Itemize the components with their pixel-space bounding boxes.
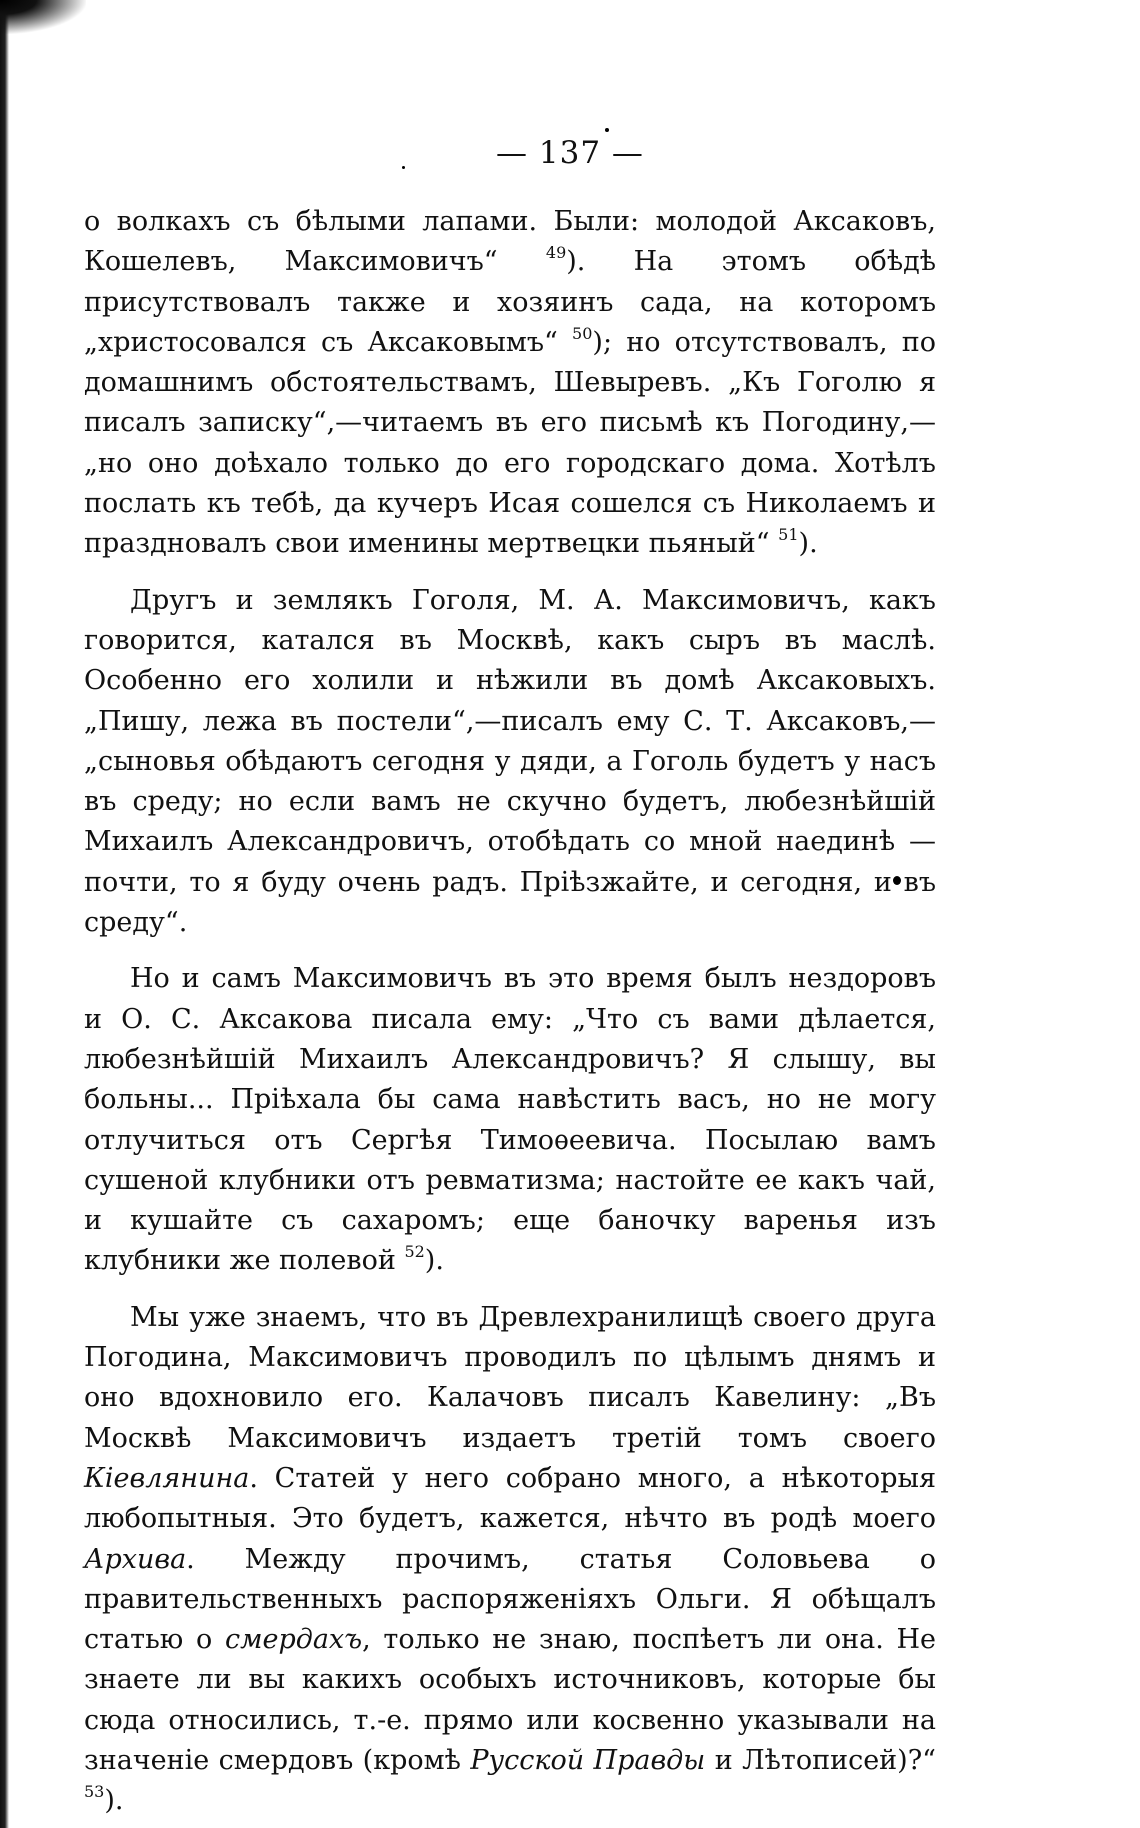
footnote-ref: 52 (404, 1242, 425, 1262)
footnote-ref: 53 (84, 1782, 105, 1802)
ink-speck (605, 128, 609, 132)
footnote-ref: 51 (778, 525, 799, 545)
italic-title: Кіевлянина (84, 1462, 250, 1494)
text-run: Другъ и землякъ Гоголя, М. А. Максимовичъ, какъ говорится, катался въ Москвѣ, какъ сыръ въ маслѣ. Особенно его холили и нѣжили въ домѣ Аксаковыхъ. „Пишу, лежа въ постели“,—писалъ ему С. Т. Аксаковъ,—„сыновья обѣдаютъ сегодня у дяди, а Гоголь будетъ у насъ въ среду; но если вамъ не скучно будетъ, любезнѣйшій Михаилъ Александровичъ, отобѣдать со мной наединѣ — почти, то я буду очень радъ. Пріѣзжайте, и сегодня, и въ среду“. (84, 584, 936, 939)
text-run: . Между прочимъ, статья Соловьева о правительственныхъ распоряженіяхъ Ольги. Я обѣщалъ статью о (84, 1543, 936, 1656)
page-number: — 137 — (496, 135, 644, 171)
text-run: ). (104, 1785, 124, 1817)
footnote-ref: 49 (545, 243, 567, 263)
footnote-ref: 50 (572, 323, 593, 343)
text-run: ); но отсутствовалъ, по домашнимъ обстоятельствамъ, Шевыревъ. „Къ Гоголю я писалъ записку“,—читаемъ въ его письмѣ къ Погодину,—„но оно доѣхало только до его городскаго дома. Хотѣлъ послать къ тебѣ, да кучеръ Исая сошелся съ Николаемъ и праздновалъ свои именины мертвецки пьяный“ (84, 326, 936, 560)
paragraph (84, 1298, 936, 1822)
italic-title: Архива (84, 1543, 187, 1575)
italic-title: Русской Правды (470, 1744, 706, 1776)
text-run: о волкахъ съ бѣлыми лапами. Были: молодой Аксаковъ, Кошелевъ, Максимовичъ“ (84, 206, 936, 278)
page-spine-shadow (0, 0, 9, 1828)
scan-corner-shadow (0, 0, 86, 34)
paragraph (84, 202, 936, 565)
text-run: , только не знаю, поспѣетъ ли она. Не знаете ли вы какихъ особыхъ источниковъ, которые бы сюда относились, т.-е. прямо или косвенно указывали на значеніе смердовъ (кромѣ (84, 1624, 936, 1776)
text-run: Но и самъ Максимовичъ въ это время былъ нездоровъ и О. С. Аксакова писала ему: „Что съ вами дѣлается, любезнѣйшій Михаилъ Александровичъ? Я слышу, вы больны... Пріѣхала бы сама навѣстить васъ, но не могу отлучиться отъ Сергѣя Тимоѳеевича. Посылаю вамъ сушеной клубники отъ ревматизма; настойте ее какъ чай, и кушайте съ сахаромъ; еще баночку варенья изъ клубники же полевой (84, 963, 936, 1277)
text-run: . Статей у него собрано много, а нѣкоторыя любопытныя. Это будетъ, кажется, нѣчто въ родѣ моего (84, 1462, 936, 1535)
body-text (84, 202, 936, 1822)
italic-title: смердахъ (224, 1624, 363, 1656)
text-run: Мы уже знаемъ, что въ Древлехранилищѣ своего друга Погодина, Максимовичъ проводилъ по цѣлымъ днямъ и оно вдохновило его. Калачовъ писалъ Кавелину: „Въ Москвѣ Максимовичъ издаетъ третій томъ своего (84, 1301, 936, 1454)
paragraph (84, 581, 936, 944)
paragraph (84, 959, 936, 1281)
text-run: ). (424, 1245, 444, 1277)
text-run: и Лѣтописей)?“ (705, 1744, 936, 1776)
text-run: ). На этомъ обѣдѣ присутствовалъ также и хозяинъ сада, на которомъ „христосовался съ Аксаковымъ“ (84, 246, 937, 358)
text-run: ). (798, 528, 818, 560)
